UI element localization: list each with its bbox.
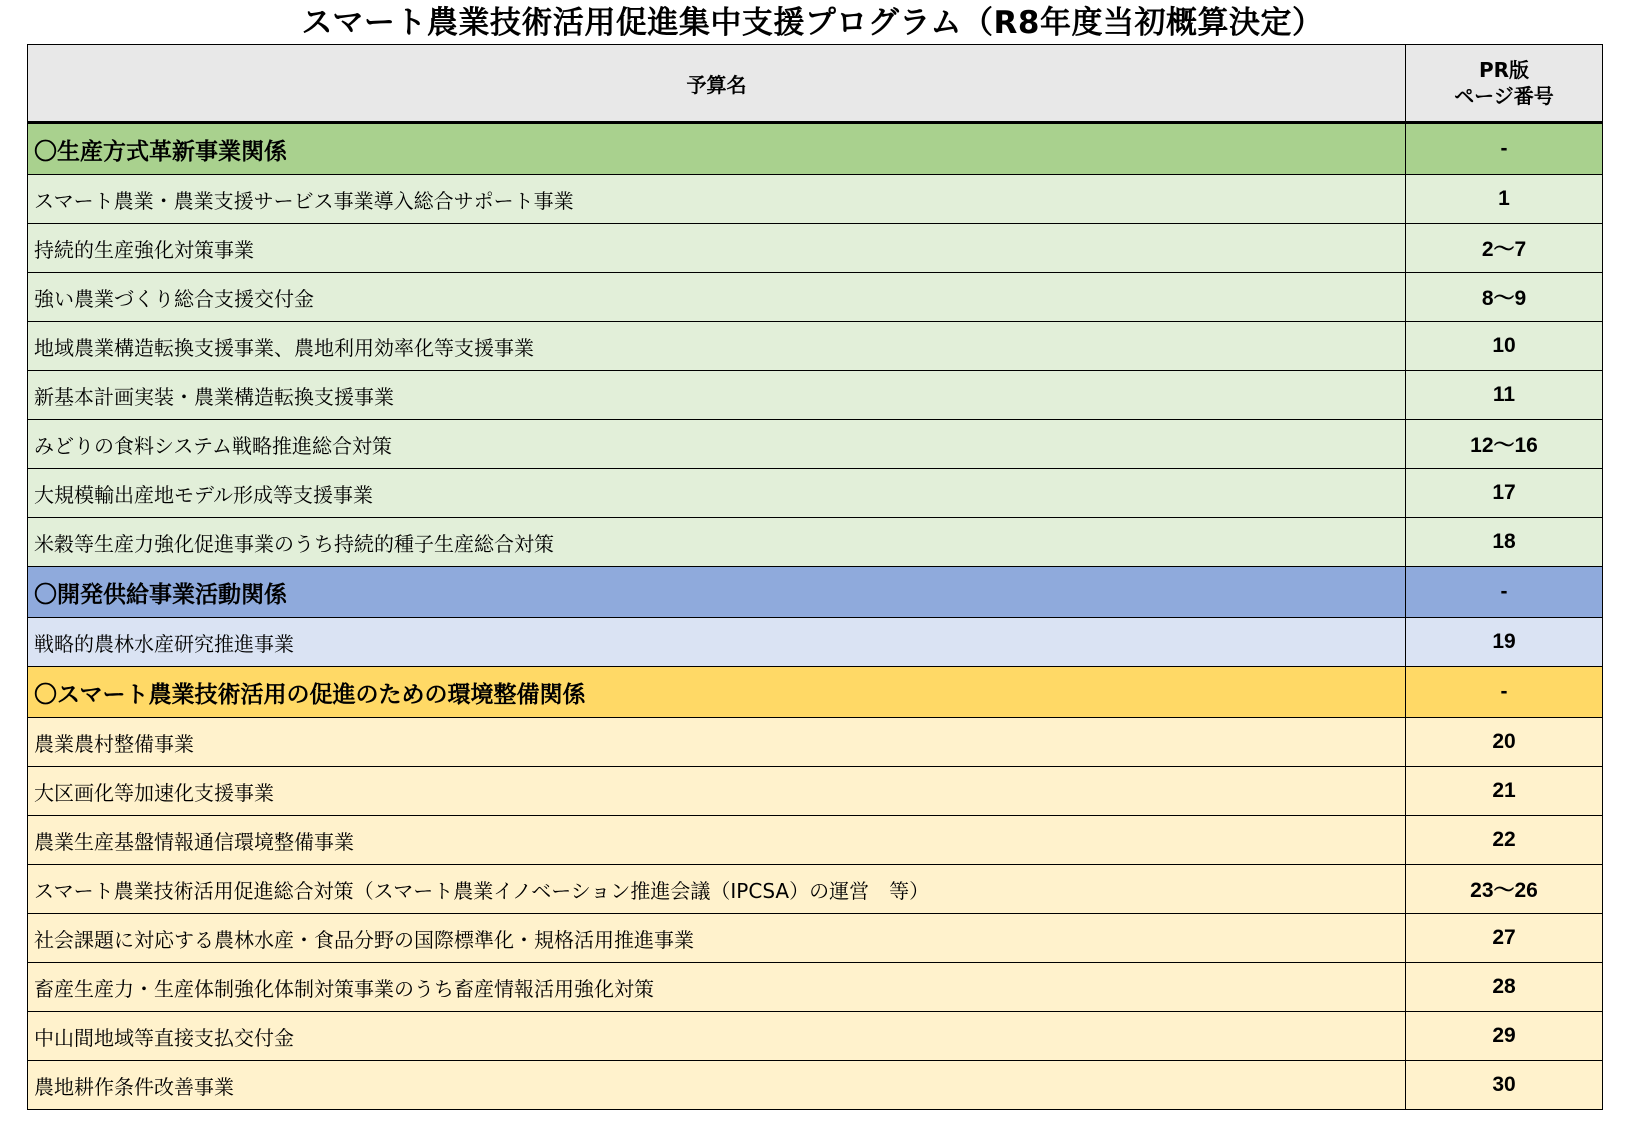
table-row bbox=[28, 469, 1603, 518]
section-page-number: - bbox=[1406, 123, 1603, 175]
section-header-row bbox=[28, 123, 1603, 175]
budget-name-cell: 新基本計画実装・農業構造転換支援事業 bbox=[28, 371, 1406, 420]
table-row bbox=[28, 420, 1603, 469]
table-row bbox=[28, 865, 1603, 914]
page-number-cell: 21 bbox=[1406, 767, 1603, 816]
page-number-cell: 11 bbox=[1406, 371, 1603, 420]
table-row bbox=[28, 816, 1603, 865]
table-header-row bbox=[28, 45, 1603, 123]
table-row bbox=[28, 1012, 1603, 1061]
page-number-cell: 30 bbox=[1406, 1061, 1603, 1110]
header-budget-name: 予算名 bbox=[28, 45, 1406, 123]
page-number-cell: 20 bbox=[1406, 718, 1603, 767]
page-number-cell: 28 bbox=[1406, 963, 1603, 1012]
budget-name-cell: みどりの食料システム戦略推進総合対策 bbox=[28, 420, 1406, 469]
page-number-cell: 12～16 bbox=[1406, 420, 1603, 469]
header-page-number bbox=[1406, 45, 1603, 123]
budget-name-cell: 社会課題に対応する農林水産・食品分野の国際標準化・規格活用推進事業 bbox=[28, 914, 1406, 963]
page-number-cell: 22 bbox=[1406, 816, 1603, 865]
table-row bbox=[28, 322, 1603, 371]
page-title: スマート農業技術活用促進集中支援プログラム（R8年度当初概算決定） bbox=[301, 5, 1324, 41]
section-header-row bbox=[28, 567, 1603, 618]
header-page-line2: ページ番号 bbox=[1454, 84, 1554, 108]
budget-name-cell: 畜産生産力・生産体制強化体制対策事業のうち畜産情報活用強化対策 bbox=[28, 963, 1406, 1012]
budget-name-cell: スマート農業・農業支援サービス事業導入総合サポート事業 bbox=[28, 175, 1406, 224]
table-row bbox=[28, 1061, 1603, 1110]
table-row bbox=[28, 963, 1603, 1012]
budget-name-cell: 大規模輸出産地モデル形成等支援事業 bbox=[28, 469, 1406, 518]
page-number-cell: 27 bbox=[1406, 914, 1603, 963]
budget-name-cell: 米穀等生産力強化促進事業のうち持続的種子生産総合対策 bbox=[28, 518, 1406, 567]
page-number-cell: 8～9 bbox=[1406, 273, 1603, 322]
budget-name-cell: 農地耕作条件改善事業 bbox=[28, 1061, 1406, 1110]
budget-table bbox=[27, 44, 1603, 1110]
budget-name-cell: 戦略的農林水産研究推進事業 bbox=[28, 618, 1406, 667]
table-row bbox=[28, 273, 1603, 322]
table-row bbox=[28, 618, 1603, 667]
page-number-cell: 10 bbox=[1406, 322, 1603, 371]
page-number-cell: 1 bbox=[1406, 175, 1603, 224]
table-row bbox=[28, 718, 1603, 767]
budget-name-cell: 農業生産基盤情報通信環境整備事業 bbox=[28, 816, 1406, 865]
table-row bbox=[28, 767, 1603, 816]
budget-name-cell: 農業農村整備事業 bbox=[28, 718, 1406, 767]
section-header-row bbox=[28, 667, 1603, 718]
budget-name-cell: 地域農業構造転換支援事業、農地利用効率化等支援事業 bbox=[28, 322, 1406, 371]
budget-name-cell: 大区画化等加速化支援事業 bbox=[28, 767, 1406, 816]
section-title: 〇スマート農業技術活用の促進のための環境整備関係 bbox=[28, 667, 1406, 718]
table-row bbox=[28, 518, 1603, 567]
section-page-number: - bbox=[1406, 567, 1603, 618]
table-row bbox=[28, 914, 1603, 963]
page-number-cell: 23～26 bbox=[1406, 865, 1603, 914]
section-title: 〇開発供給事業活動関係 bbox=[28, 567, 1406, 618]
page-number-cell: 29 bbox=[1406, 1012, 1603, 1061]
table-row bbox=[28, 224, 1603, 273]
budget-name-cell: 強い農業づくり総合支援交付金 bbox=[28, 273, 1406, 322]
budget-name-cell: スマート農業技術活用促進総合対策（スマート農業イノベーション推進会議（IPCSA）の運営 等） bbox=[28, 865, 1406, 914]
section-title: 〇生産方式革新事業関係 bbox=[28, 123, 1406, 175]
page-number-cell: 19 bbox=[1406, 618, 1603, 667]
table-row bbox=[28, 175, 1603, 224]
header-page-line1: PR版 bbox=[1478, 58, 1530, 82]
budget-name-cell: 持続的生産強化対策事業 bbox=[28, 224, 1406, 273]
page-number-cell: 2～7 bbox=[1406, 224, 1603, 273]
table-body bbox=[28, 123, 1603, 1110]
table-row bbox=[28, 371, 1603, 420]
page-number-cell: 17 bbox=[1406, 469, 1603, 518]
page-number-cell: 18 bbox=[1406, 518, 1603, 567]
budget-name-cell: 中山間地域等直接支払交付金 bbox=[28, 1012, 1406, 1061]
section-page-number: - bbox=[1406, 667, 1603, 718]
